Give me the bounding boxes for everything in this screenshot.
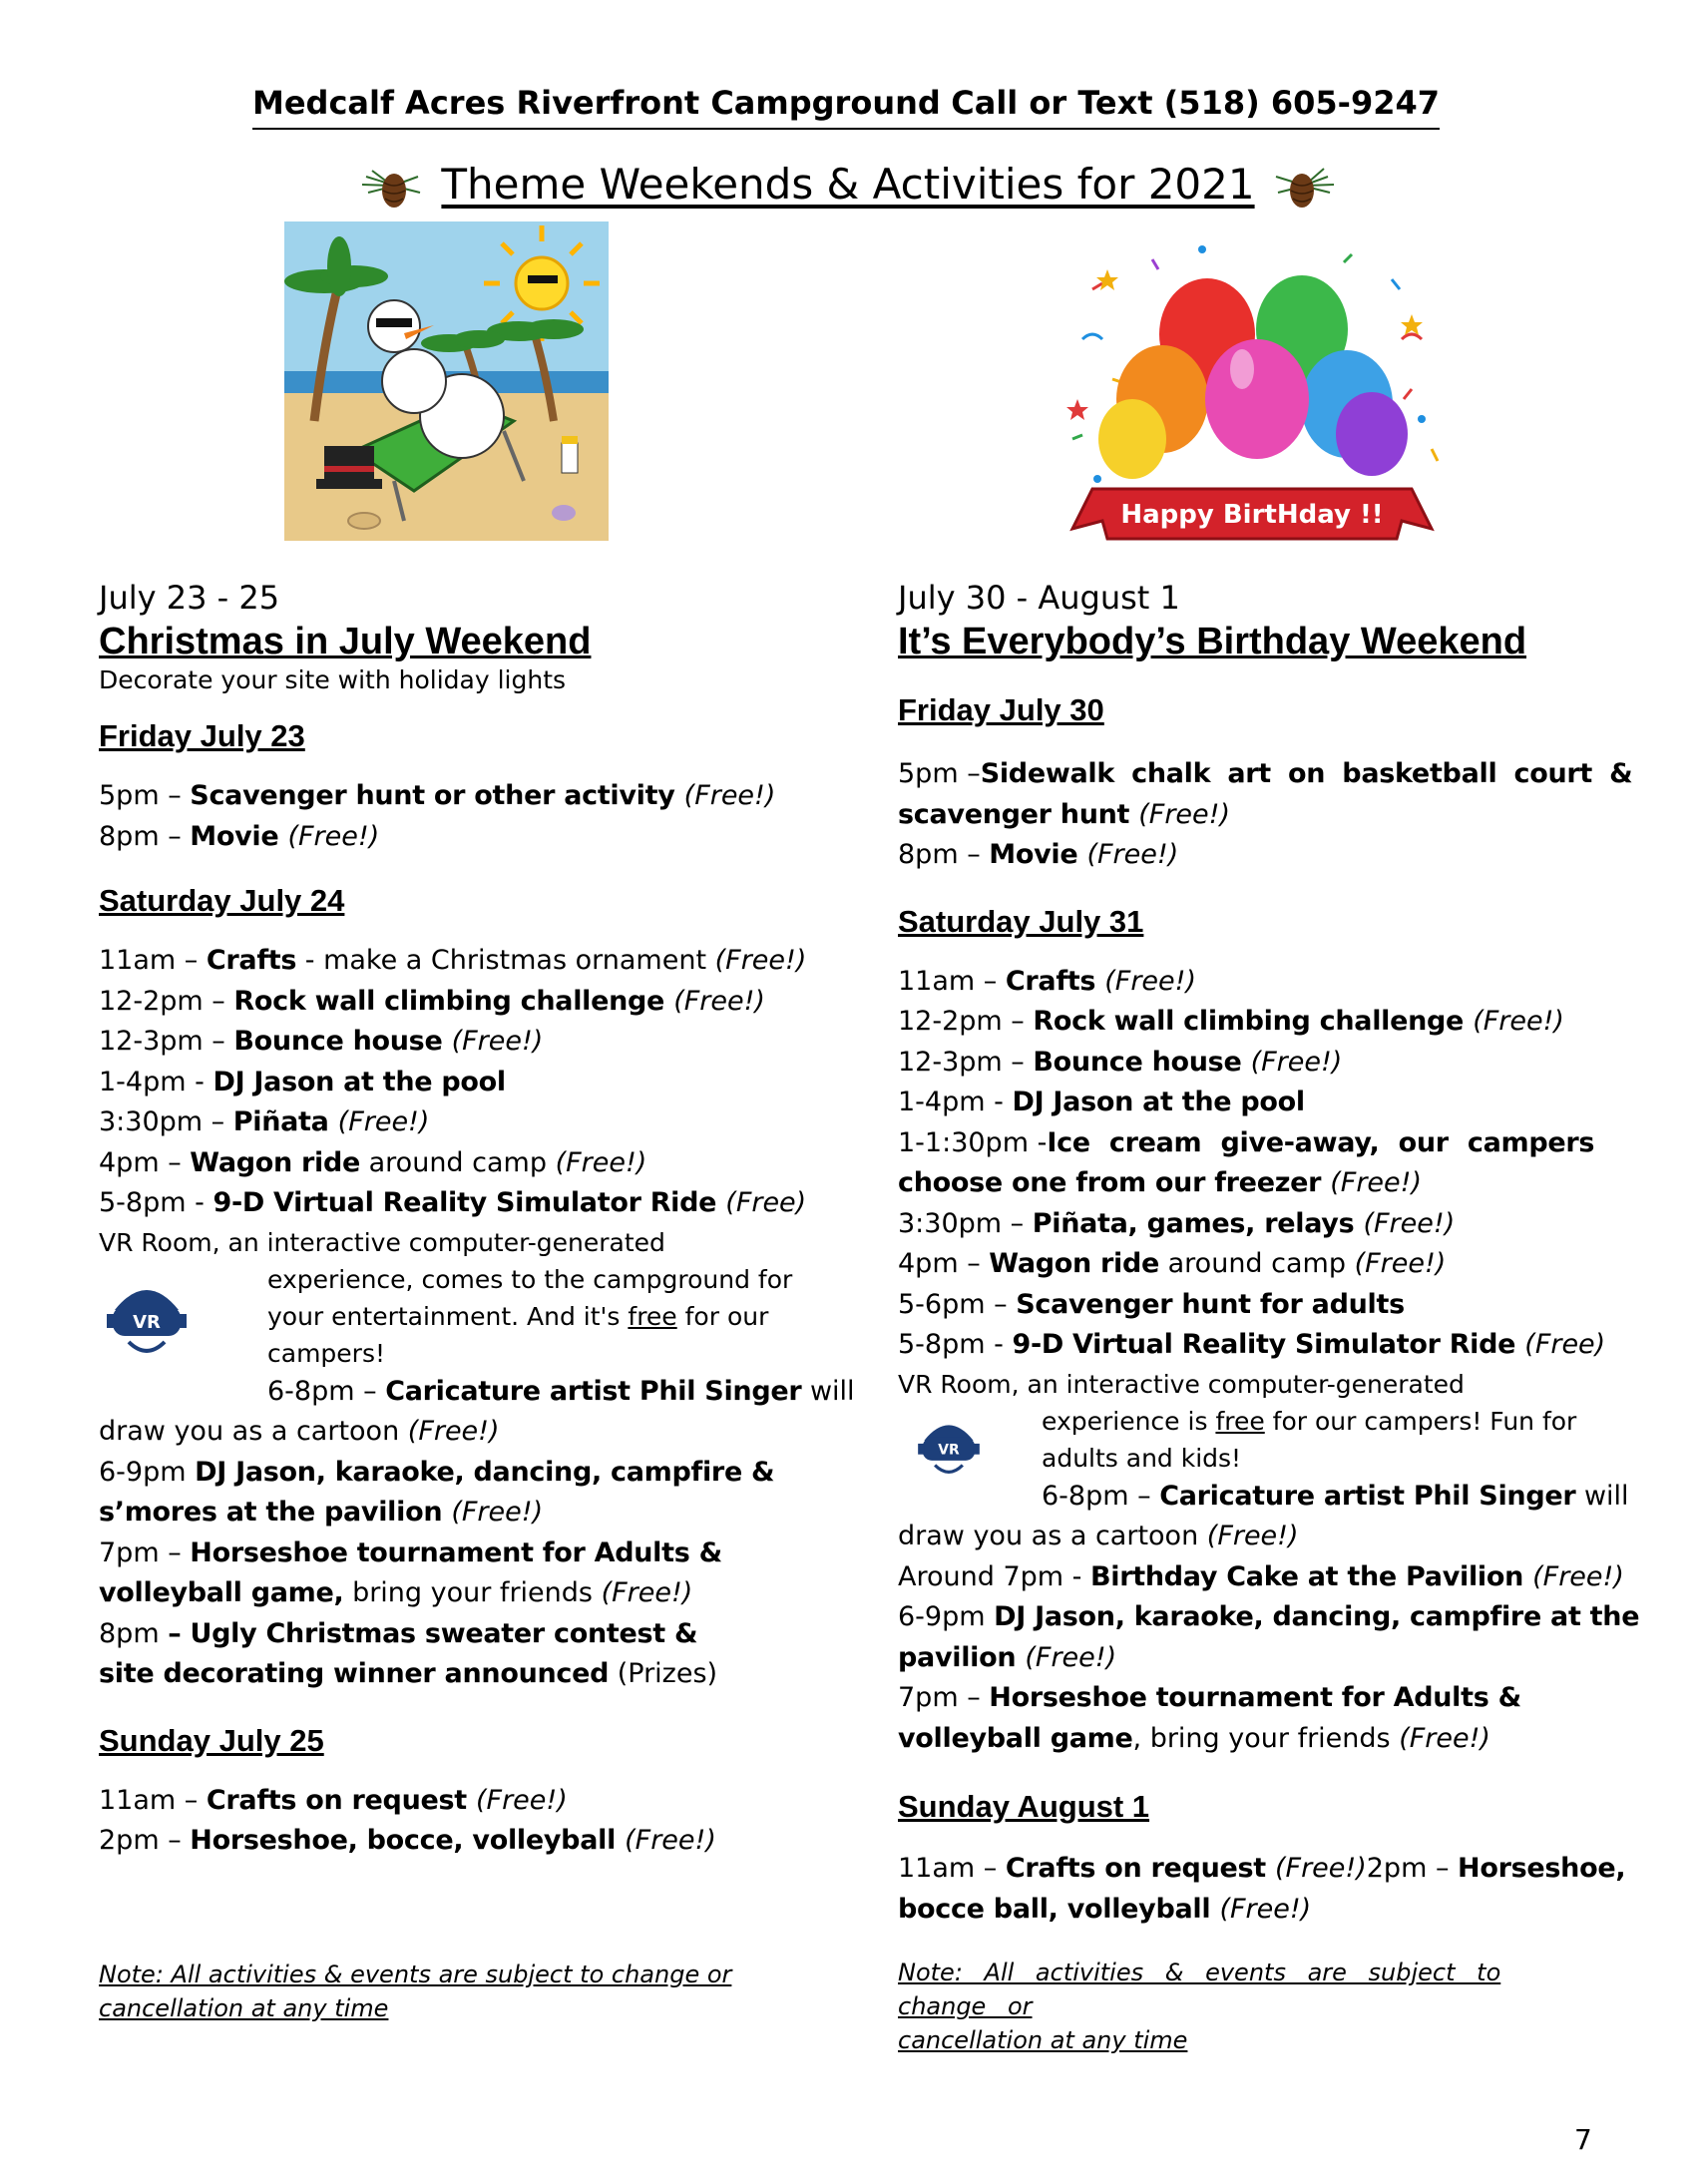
list-item: draw you as a cartoon (Free!) [898,1521,1299,1551]
list-item: 11am – Crafts on request (Free!) [99,1784,568,1816]
list-item: 2pm – Horseshoe, bocce, volleyball (Free!) [99,1825,716,1856]
right-note: Note: All activities & events are subject to change or cancellation at any time [898,1959,1501,2054]
left-subtitle: Decorate your site with holiday lights [99,665,567,694]
campground-name: Medcalf Acres Riverfront Campground [252,84,941,122]
list-item: 12-2pm – Rock wall climbing challenge (Free!) [99,985,765,1017]
list-item: bocce ball, volleyball (Free!) [898,1893,1312,1925]
pinecone-icon [1268,163,1338,213]
list-item: volleyball game, bring your friends (Free!) [898,1722,1490,1754]
right-column [898,577,1640,2057]
vr-badge-text: VR [133,1311,161,1333]
vr-intro: VR Room, an interactive computer-generated [898,1369,1465,1399]
list-item: Around 7pm - Birthday Cake at the Pavilion (Free!) [898,1560,1624,1592]
list-item: 3:30pm – Piñata (Free!) [99,1106,430,1137]
right-saturday-list [898,962,1606,1366]
birthday-balloons-icon [1053,239,1452,569]
left-weekend-title: Christmas in July Weekend [99,621,592,662]
left-saturday-list-2 [99,1372,855,1695]
list-item: scavenger hunt (Free!) [898,798,1231,830]
list-item: 3:30pm – Piñata, games, relays (Free!) [898,1207,1456,1239]
left-note: Note: All activities & events are subject to change or cancellation at any time [99,1960,732,2022]
list-item: 5pm – Sidewalk chalk art on basketball court & [898,758,1633,789]
list-item: 5-6pm – Scavenger hunt for adults [898,1288,1405,1320]
left-saturday-heading: Saturday July 24 [99,883,345,918]
list-item: volleyball game, bring your friends (Free!) [99,1577,693,1608]
vr-description: experience, comes to the campground for your entertainment. And it's free for our campers! [267,1264,793,1368]
birthday-banner-text: Happy BirtHday !! [1120,500,1384,530]
left-friday-heading: Friday July 23 [99,718,305,753]
page-title-row [0,160,1696,213]
list-item: 6-8pm – Caricature artist Phil Singer will [1042,1480,1629,1512]
pinecone-icon [358,163,428,213]
list-item: 1-4pm - DJ Jason at the pool [898,1087,1305,1117]
contact-phone: Call or Text (518) 605-9247 [951,84,1440,122]
list-item: 11am – Crafts on request (Free!)2pm – Horseshoe, [898,1853,1626,1884]
vr-intro: VR Room, an interactive computer-generated [99,1227,665,1257]
list-item: 8pm – Ugly Christmas sweater contest & [99,1617,698,1649]
list-item: 7pm – Horseshoe tournament for Adults & [99,1536,722,1568]
list-item: draw you as a cartoon (Free!) [99,1416,500,1447]
list-item: 5pm – Scavenger hunt or other activity (Free!) [99,780,776,811]
list-item: 4pm – Wagon ride around camp (Free!) [99,1146,647,1178]
page-number: 7 [1574,2123,1592,2156]
right-friday-heading: Friday July 30 [898,692,1104,727]
left-dates: July 23 - 25 [99,579,280,617]
list-item: 6-9pm DJ Jason, karaoke, dancing, campfire & [99,1456,775,1488]
right-dates: July 30 - August 1 [898,579,1180,617]
list-item: site decorating winner announced (Prizes) [99,1658,718,1689]
list-item: 7pm – Horseshoe tournament for Adults & [898,1682,1521,1713]
vr-headset-icon [912,1410,986,1484]
vr-badge-text: VR [938,1442,960,1459]
list-item: choose one from our freezer (Free!) [898,1167,1423,1198]
list-item: 12-3pm – Bounce house (Free!) [898,1046,1343,1078]
list-item: 5-8pm - 9-D Virtual Reality Simulator Ride (Free) [898,1329,1606,1360]
list-item: 11am – Crafts - make a Christmas ornament (Free!) [99,945,807,976]
right-saturday-heading: Saturday July 31 [898,903,1144,939]
left-sunday-list [99,1781,797,1862]
right-sunday-list [898,1849,1626,1930]
list-item: 8pm – Movie (Free!) [99,820,380,852]
right-weekend-title: It’s Everybody’s Birthday Weekend [898,621,1527,662]
list-item: 5-8pm - 9-D Virtual Reality Simulator Ride (Free) [99,1187,807,1218]
list-item: 12-2pm – Rock wall climbing challenge (Free!) [898,1006,1564,1037]
left-friday-list [99,776,797,857]
left-vr-block [99,1224,797,1372]
list-item: 1-1:30pm - Ice cream give-away, our campers [898,1126,1595,1158]
left-saturday-list [99,941,807,1224]
list-item: pavilion (Free!) [898,1641,1117,1673]
list-item: s’mores at the pavilion (Free!) [99,1497,544,1528]
left-column [99,577,855,2025]
list-item: 4pm – Wagon ride around camp (Free!) [898,1248,1447,1279]
snowman-on-beach-icon [284,221,609,541]
right-saturday-list-2 [898,1477,1640,1760]
list-item: 1-4pm - DJ Jason at the pool [99,1066,506,1097]
page-title: Theme Weekends & Activities for 2021 [441,160,1255,209]
list-item: 6-8pm – Caricature artist Phil Singer will [267,1375,855,1407]
left-sunday-heading: Sunday July 25 [99,1722,324,1758]
right-friday-list [898,754,1633,876]
header [252,82,1440,130]
list-item: 6-9pm DJ Jason, karaoke, dancing, campfire at the [898,1601,1640,1632]
vr-description: experience is free for our campers! Fun for adults and kids! [1042,1406,1577,1473]
list-item: 11am – Crafts (Free!) [898,965,1196,997]
right-sunday-heading: Sunday August 1 [898,1789,1150,1824]
list-item: 8pm – Movie (Free!) [898,839,1179,870]
right-vr-block [898,1366,1596,1477]
list-item: 12-3pm – Bounce house (Free!) [99,1026,544,1057]
vr-headset-icon [99,1270,195,1366]
